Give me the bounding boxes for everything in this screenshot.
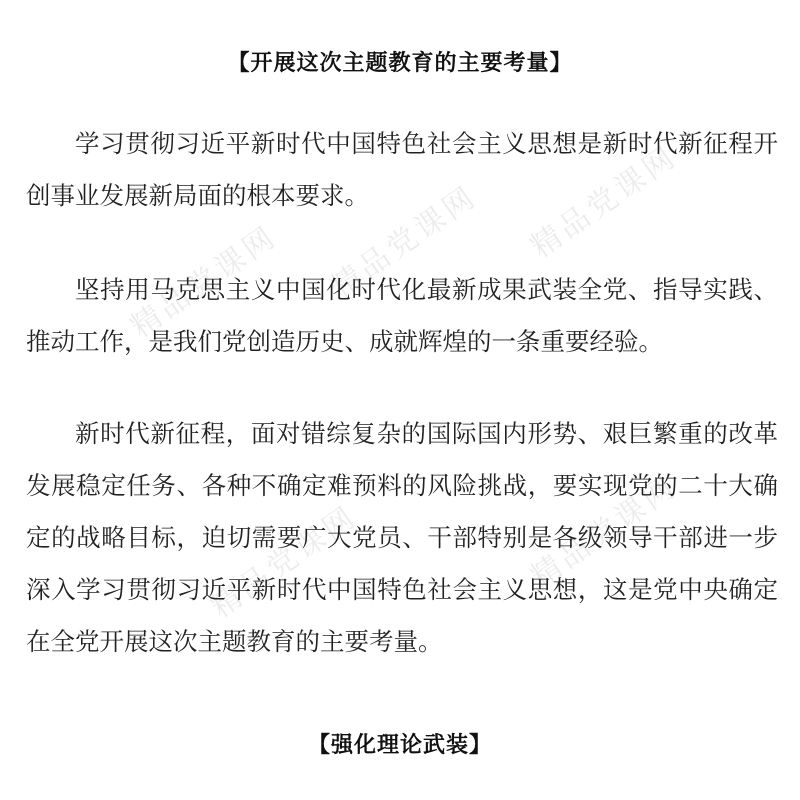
watermark: 精品党课网 [324, 179, 484, 306]
section-heading-main-considerations: 【开展这次主题教育的主要考量】 [227, 51, 573, 76]
watermark: 精品党课网 [124, 219, 284, 346]
paragraph: 坚持用马克思主义中国化时代化最新成果武装全党、指导实践、推动工作，是我们党创造历史、成就辉煌的一条重要经验。 [26, 275, 778, 356]
watermark: 精品党课网 [524, 469, 684, 596]
watermark: 精品党课网 [204, 499, 364, 626]
section-heading-theory-arming: 【强化理论武装】 [307, 733, 492, 758]
paragraph: 新时代新征程，面对错综复杂的国际国内形势、艰巨繁重的改革发展稳定任务、各种不确定难预料的风险挑战，要实现党的二十大确定的战略目标，迫切需要广大党员、干部特别是各级领导干部进一步深入学习贯彻习近平新时代中国特色社会主义思想，这是党中央确定在全党开展这次主题教育的主要考量。 [26, 419, 778, 656]
paragraph: 学习贯彻习近平新时代中国特色社会主义思想是新时代新征程开创事业发展新局面的根本要求。 [26, 129, 778, 210]
watermark: 精品党课网 [524, 139, 684, 266]
